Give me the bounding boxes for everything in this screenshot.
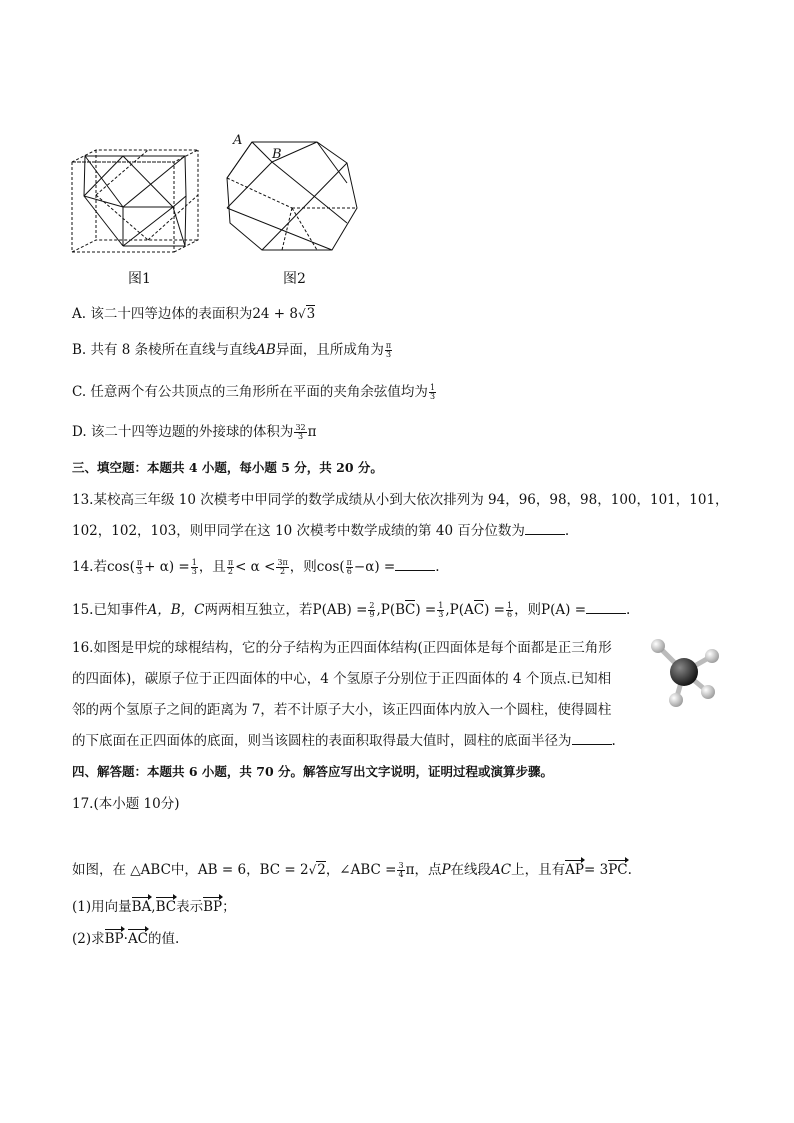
q15-answer-blank[interactable] — [586, 601, 626, 614]
q15: 15.已知事件A，B，C两两相互独立，若P(AB) = $\frac{2}{9}$ ,P(BC) = $\frac{1}{3}$ ,P(AC) = $\frac{1}{6}$ ，则P(A) = . — [72, 601, 631, 619]
option-a: A. 该二十四等边体的表面积为24 + 8√3 — [72, 306, 316, 322]
option-c-pre: C. 任意两个有公共顶点的三角形所在平面的夹角余弦值均为 — [72, 384, 428, 400]
q16-line4: 的下底面在正四面体的底面，则当该圆柱的表面积取得最大值时，圆柱的底面半径为 . — [72, 733, 616, 749]
option-d — [72, 420, 317, 441]
q17-header: 17.(本小题 10分) — [72, 796, 180, 812]
q13-answer-blank[interactable] — [525, 522, 565, 535]
q13-line2: 102，102，103，则甲同学在这 10 次模考中数学成绩的第 40 百分位数为 . — [72, 523, 570, 539]
q13-line1: 13.某校高三年级 10 次模考中甲同学的数学成绩从小到大依次排列为 94，96，98，98，100，101，101， — [72, 492, 729, 508]
option-a-text: A. 该二十四等边体的表面积为24 + 8 — [72, 306, 298, 322]
figure-2-label-a: A — [233, 133, 243, 148]
option-d-fraction: $\frac{32}{3}$ — [295, 423, 306, 441]
q14: 14.若cos( $\frac{\pi}{3}$ + α) = $\frac{1}{3}$ ，且 $\frac{\pi}{2}$ < α < $\frac{3\pi}{2}$ ，则cos( $\frac{\pi}{6}$ −α) = . — [72, 558, 440, 576]
figure-2-diagram — [222, 128, 367, 258]
option-d-pre: D. 该二十四等边题的外接球的体积为 — [72, 424, 294, 440]
figure-1-diagram — [68, 140, 203, 265]
figure-2-label-b: B — [272, 147, 282, 162]
option-b-ab: AB — [256, 342, 276, 358]
q17-part1: (1)用向量BA,BC表示BP； — [72, 899, 236, 915]
option-c — [72, 380, 437, 401]
option-a-root: 3 — [306, 306, 316, 322]
option-c-fraction: $\frac{1}{3}$ — [429, 383, 436, 401]
q17-stem: 如图，在 △ABC中，AB = 6，BC = 2√2，∠ABC = $\frac{3}{4}$ π，点P在线段AC上，且有AP= 3PC. — [72, 861, 632, 879]
figure-2-caption: 图2 — [283, 271, 306, 287]
methane-molecule-image — [642, 632, 724, 712]
option-b-pre: B. 共有 8 条棱所在直线与直线 — [72, 342, 257, 358]
q16-line1: 16.如图是甲烷的球棍结构，它的分子结构为正四面体结构(正四面体是每个面都是正三角形 — [72, 640, 612, 656]
q16-line2: 的四面体)，碳原子位于正四面体的中心，4 个氢原子分别位于正四面体的 4 个顶点.已知相 — [72, 671, 612, 687]
figure-1-caption: 图1 — [128, 271, 151, 287]
q16-line3: 邻的两个氢原子之间的距离为 7，若不计原子大小，该正四面体内放入一个圆柱，使得圆柱 — [72, 702, 612, 718]
option-b-fraction: $\frac{\pi}{3}$ — [385, 341, 392, 359]
option-d-post: π — [307, 424, 317, 440]
section-4-heading: 四、解答题：本题共 6 小题，共 70 分。解答应写出文字说明，证明过程或演算步骤。 — [72, 764, 554, 779]
q16-answer-blank[interactable] — [572, 732, 612, 745]
q17-part2: (2)求BP·AC的值. — [72, 931, 180, 947]
option-b — [72, 338, 393, 359]
q14-answer-blank[interactable] — [395, 558, 435, 571]
option-b-post: 异面，且所成角为 — [275, 342, 384, 358]
section-3-heading: 三、填空题：本题共 4 小题，每小题 5 分，共 20 分。 — [72, 460, 383, 475]
